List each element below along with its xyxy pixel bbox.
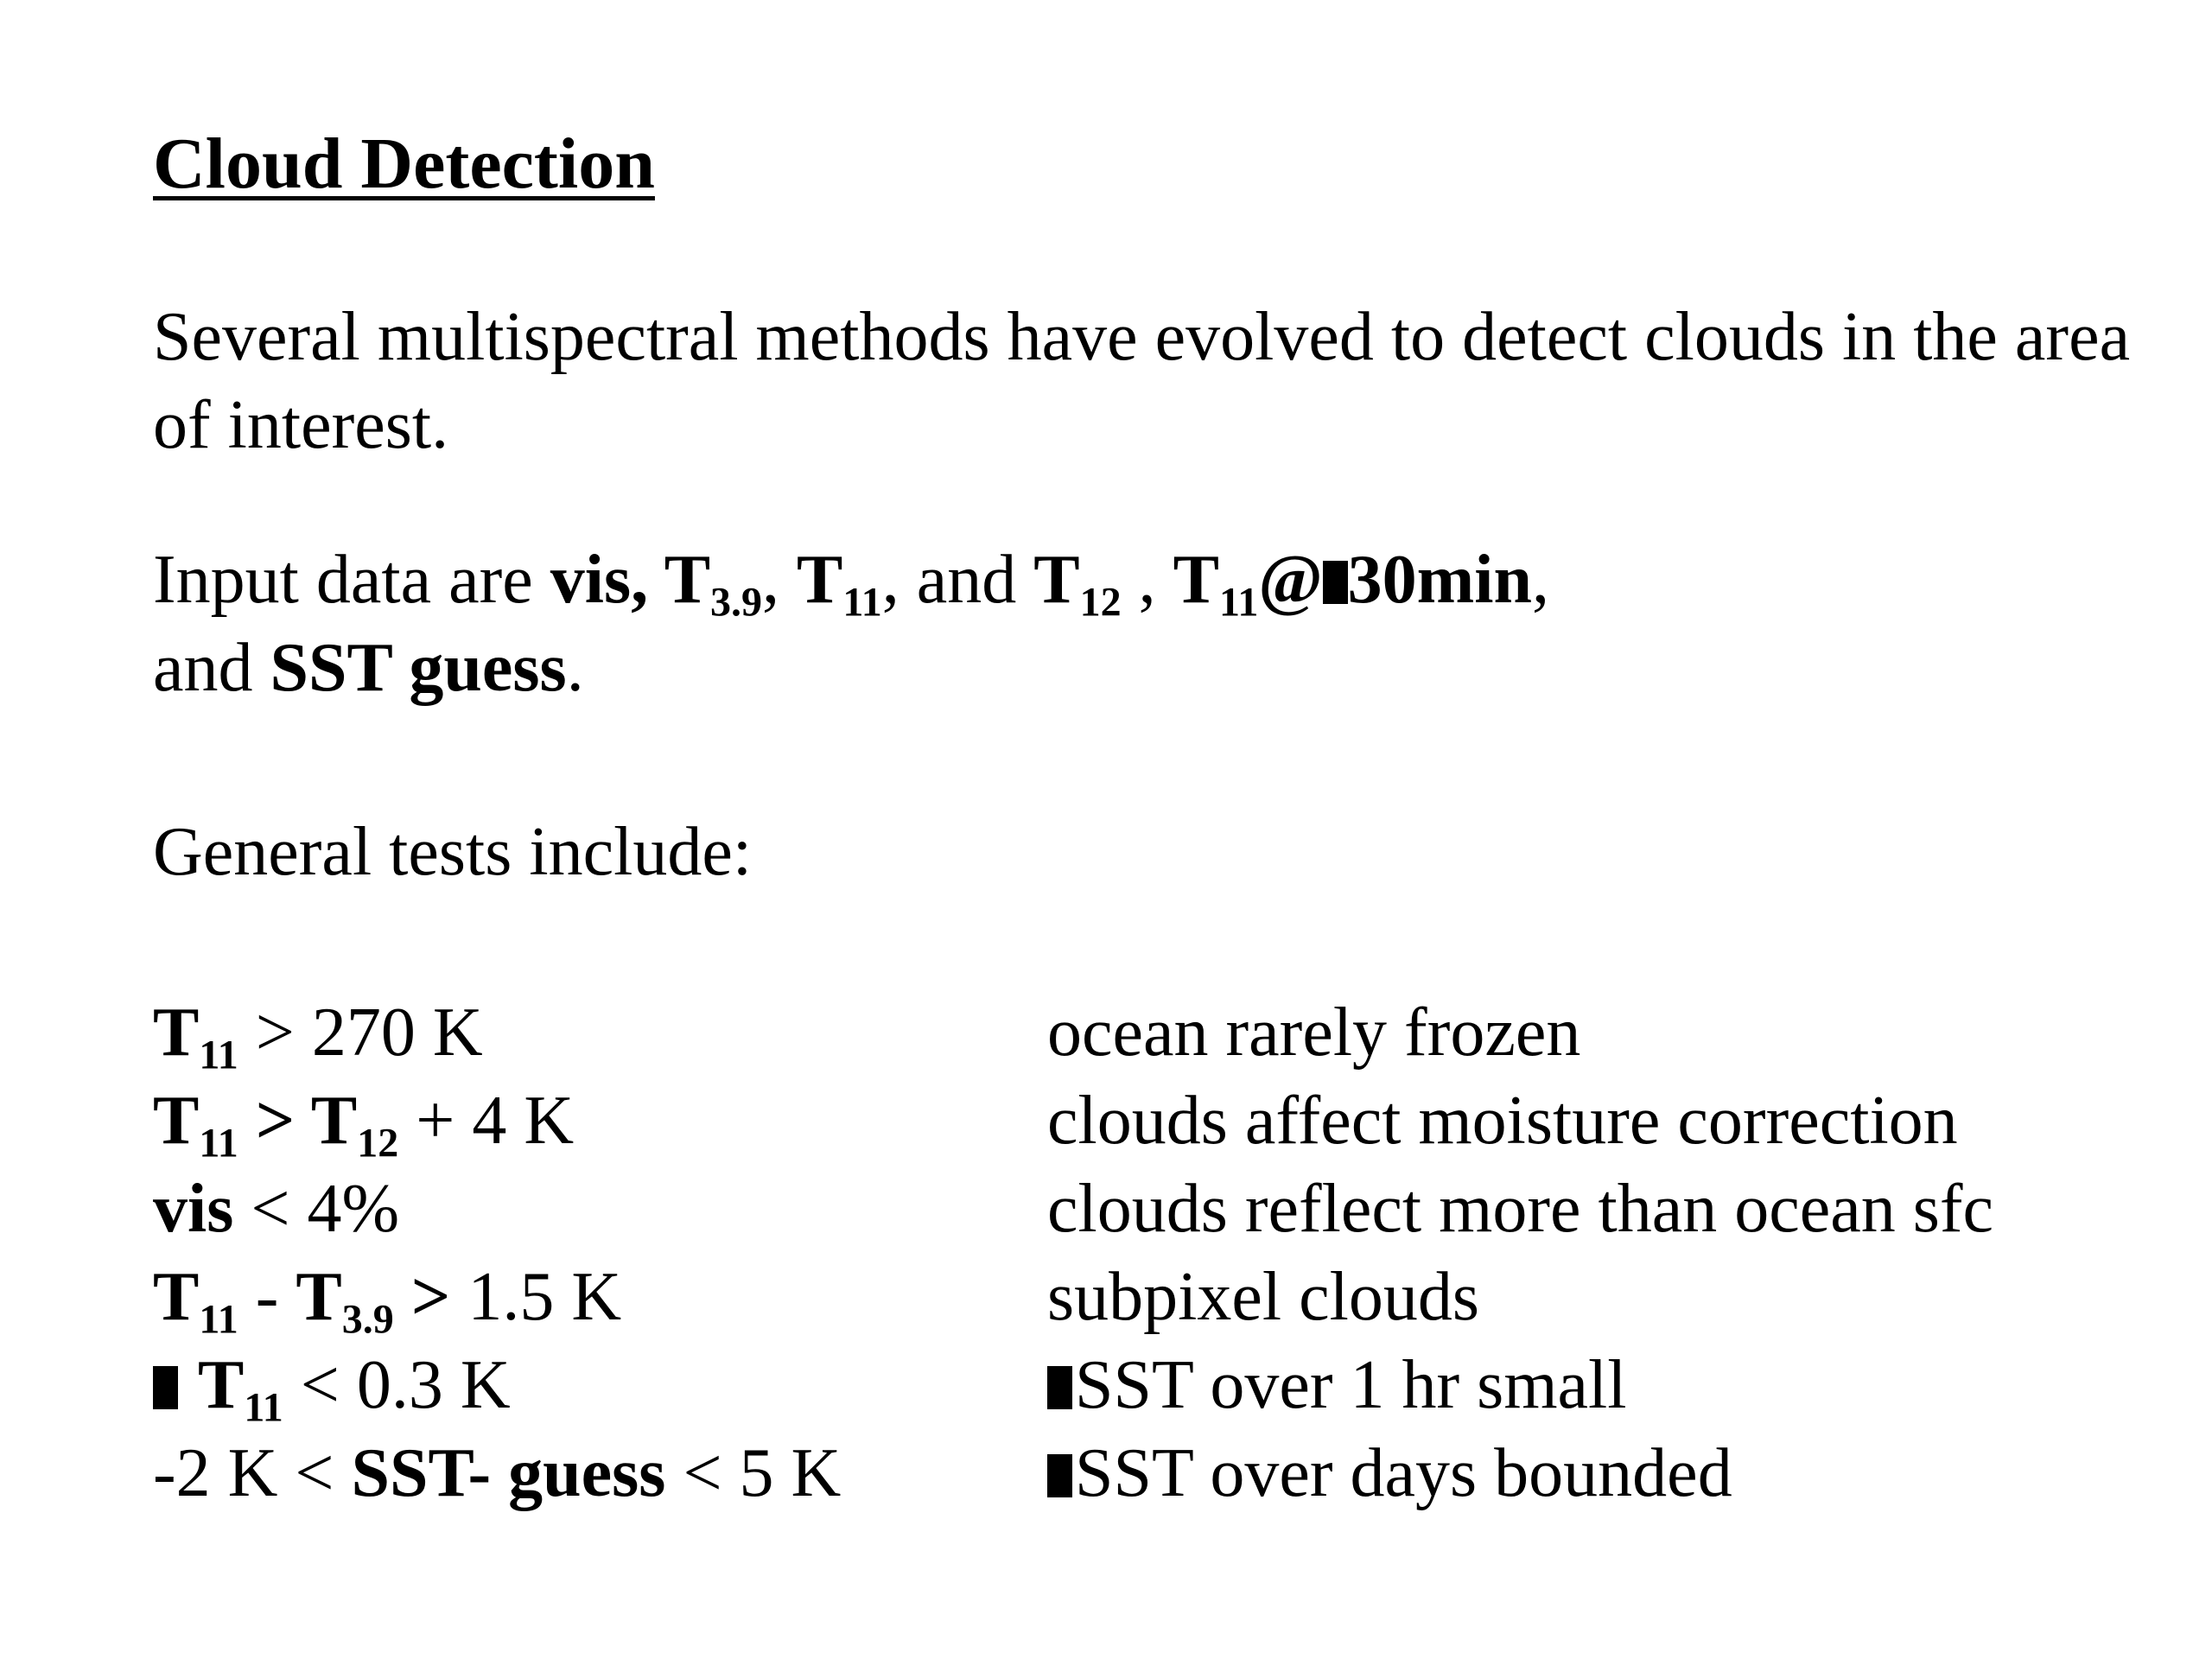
test-condition: $T_{11} - T_{3.9} > 1.5$ K xyxy=(153,1259,622,1343)
test-condition: vis < 4% xyxy=(153,1171,400,1247)
test-row xyxy=(153,1252,2158,1342)
input-separator: , xyxy=(762,542,798,618)
test-condition: $T_{11} < 0.3$ K xyxy=(153,1340,511,1430)
input-t12: $T_{12}$ xyxy=(1033,542,1122,626)
test-description: clouds affect moisture correction xyxy=(1047,1083,1958,1159)
test-description: clouds reflect more than ocean sfc xyxy=(1047,1171,1994,1247)
input-separator: , xyxy=(1121,542,1173,618)
test-row xyxy=(153,1428,2158,1518)
delta-icon xyxy=(1323,561,1348,604)
delta-icon xyxy=(153,1366,178,1409)
input-and: and xyxy=(153,630,270,706)
input-t11-30min: $T_{11}@$ 30min xyxy=(1173,542,1532,626)
test-description: SST over days bounded xyxy=(1047,1428,1732,1518)
test-row xyxy=(153,1076,2158,1166)
input-vis: vis, xyxy=(550,542,664,618)
input-t39: $T_{3.9}$ xyxy=(664,542,763,626)
input-separator: , xyxy=(1531,542,1549,618)
test-condition: $T_{11} > 270$ K xyxy=(153,995,483,1078)
test-row xyxy=(153,1164,2158,1254)
delta-icon xyxy=(1047,1366,1072,1409)
slide-title: Cloud Detection xyxy=(153,124,655,204)
input-period: . xyxy=(566,630,584,706)
input-separator: , and xyxy=(881,542,1034,618)
test-row xyxy=(153,988,2158,1077)
input-data-paragraph xyxy=(153,536,2140,712)
delta-icon xyxy=(1047,1454,1072,1497)
test-description: ocean rarely frozen xyxy=(1047,995,1581,1071)
test-description: SST over 1 hr small xyxy=(1047,1340,1627,1430)
input-t11: $T_{11}$ xyxy=(797,542,882,626)
intro-paragraph: Several multispectral methods have evolved to detect clouds in the area of interest. xyxy=(153,299,2131,463)
test-condition: -2 K < SST- guess < 5 K xyxy=(153,1435,842,1511)
test-condition: $T_{11} > T_{12} + 4$ K xyxy=(153,1083,575,1166)
test-description: subpixel clouds xyxy=(1047,1259,1479,1335)
test-row xyxy=(153,1340,2158,1430)
input-sst-guess: SST guess xyxy=(270,630,567,706)
general-tests-heading: General tests include: xyxy=(153,814,753,890)
input-lead: Input data are xyxy=(153,542,550,618)
